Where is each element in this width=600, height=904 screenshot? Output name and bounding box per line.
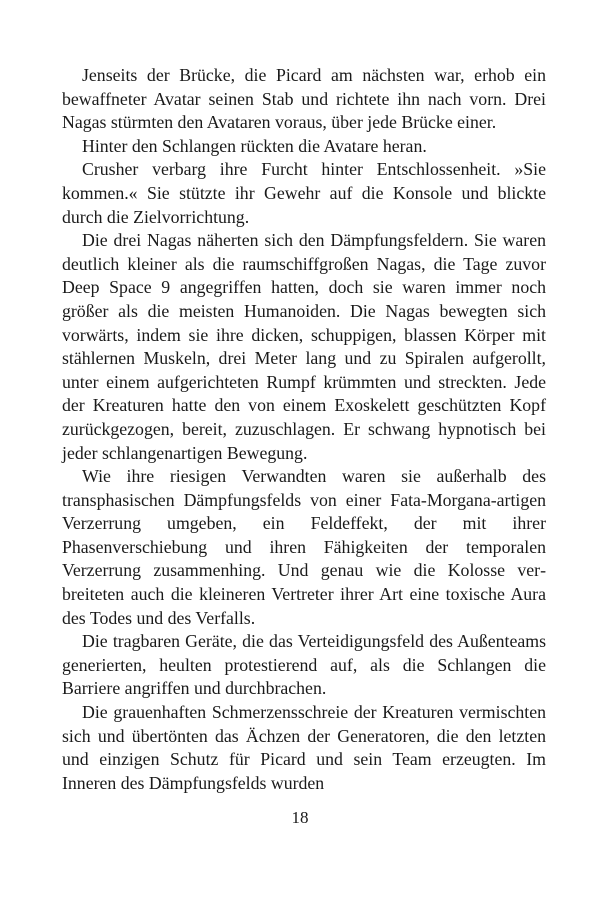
paragraph: Jenseits der Brücke, die Picard am nächsten war, erhob ein bewaffneter Avatar seinen Stab und richtete ihn nach vorn. Drei Nagas stürmten den Avataren voraus, über jede Brücke einer. bbox=[62, 65, 546, 133]
page-number: 18 bbox=[291, 808, 309, 827]
paragraph: Wie ihre riesigen Verwandten waren sie außerhalb des transphasischen Dämpfungsfelds von einer Fata-Morgana-artigen Verzerrung umgeben, ein Feldeffekt, der mit ihrer Phasenverschiebung und ihren Fähigkeiten der temporalen Verzerrung zusammenhing. Und genau wie die Kolosse verbreiteten auch die kleineren Vertreter ihrer Art eine toxische Aura des Todes und des Verfalls. bbox=[62, 466, 546, 628]
body-text bbox=[62, 64, 546, 795]
paragraph: Crusher verbarg ihre Furcht hinter Entschlossenheit. »Sie kommen.« Sie stützte ihr Gewehr auf die Konsole und blickte durch die Zielvorrichtung. bbox=[62, 159, 546, 227]
paragraph: Hinter den Schlangen rückten die Avatare heran. bbox=[82, 135, 427, 156]
paragraph: Die tragbaren Geräte, die das Verteidigungsfeld des Außenteams generierten, heulten protestierend auf, als die Schlangen die Barriere angriffen und durchbrachen. bbox=[62, 631, 546, 699]
paragraph: Die grauenhaften Schmerzensschreie der Kreaturen vermischten sich und übertönten das Ächzen der Generatoren, die den letzten und einzigen Schutz für Picard und sein Team erzeugten. Im Inneren des Dämpfungsfelds wurden bbox=[62, 702, 546, 793]
paragraph: Die drei Nagas näherten sich den Dämpfungsfeldern. Sie waren deutlich kleiner als die raumschiffgroßen Nagas, die Tage zuvor Deep Space 9 angegriffen hatten, doch sie waren immer noch größer als die meisten Humanoiden. Die Nagas bewegten sich vorwärts, indem sie ihre dicken, schuppigen, blassen Körper mit stählernen Muskeln, drei Meter lang und zu Spiralen aufgerollt, unter einem aufgerichteten Rumpf krümmten und streckten. Jede der Kreaturen hatte den von einem Exoskelett geschützten Kopf zurückgezogen, bereit, zuzuschlagen. Er schwang hypnotisch bei jeder schlangenartigen Bewegung. bbox=[62, 230, 546, 463]
